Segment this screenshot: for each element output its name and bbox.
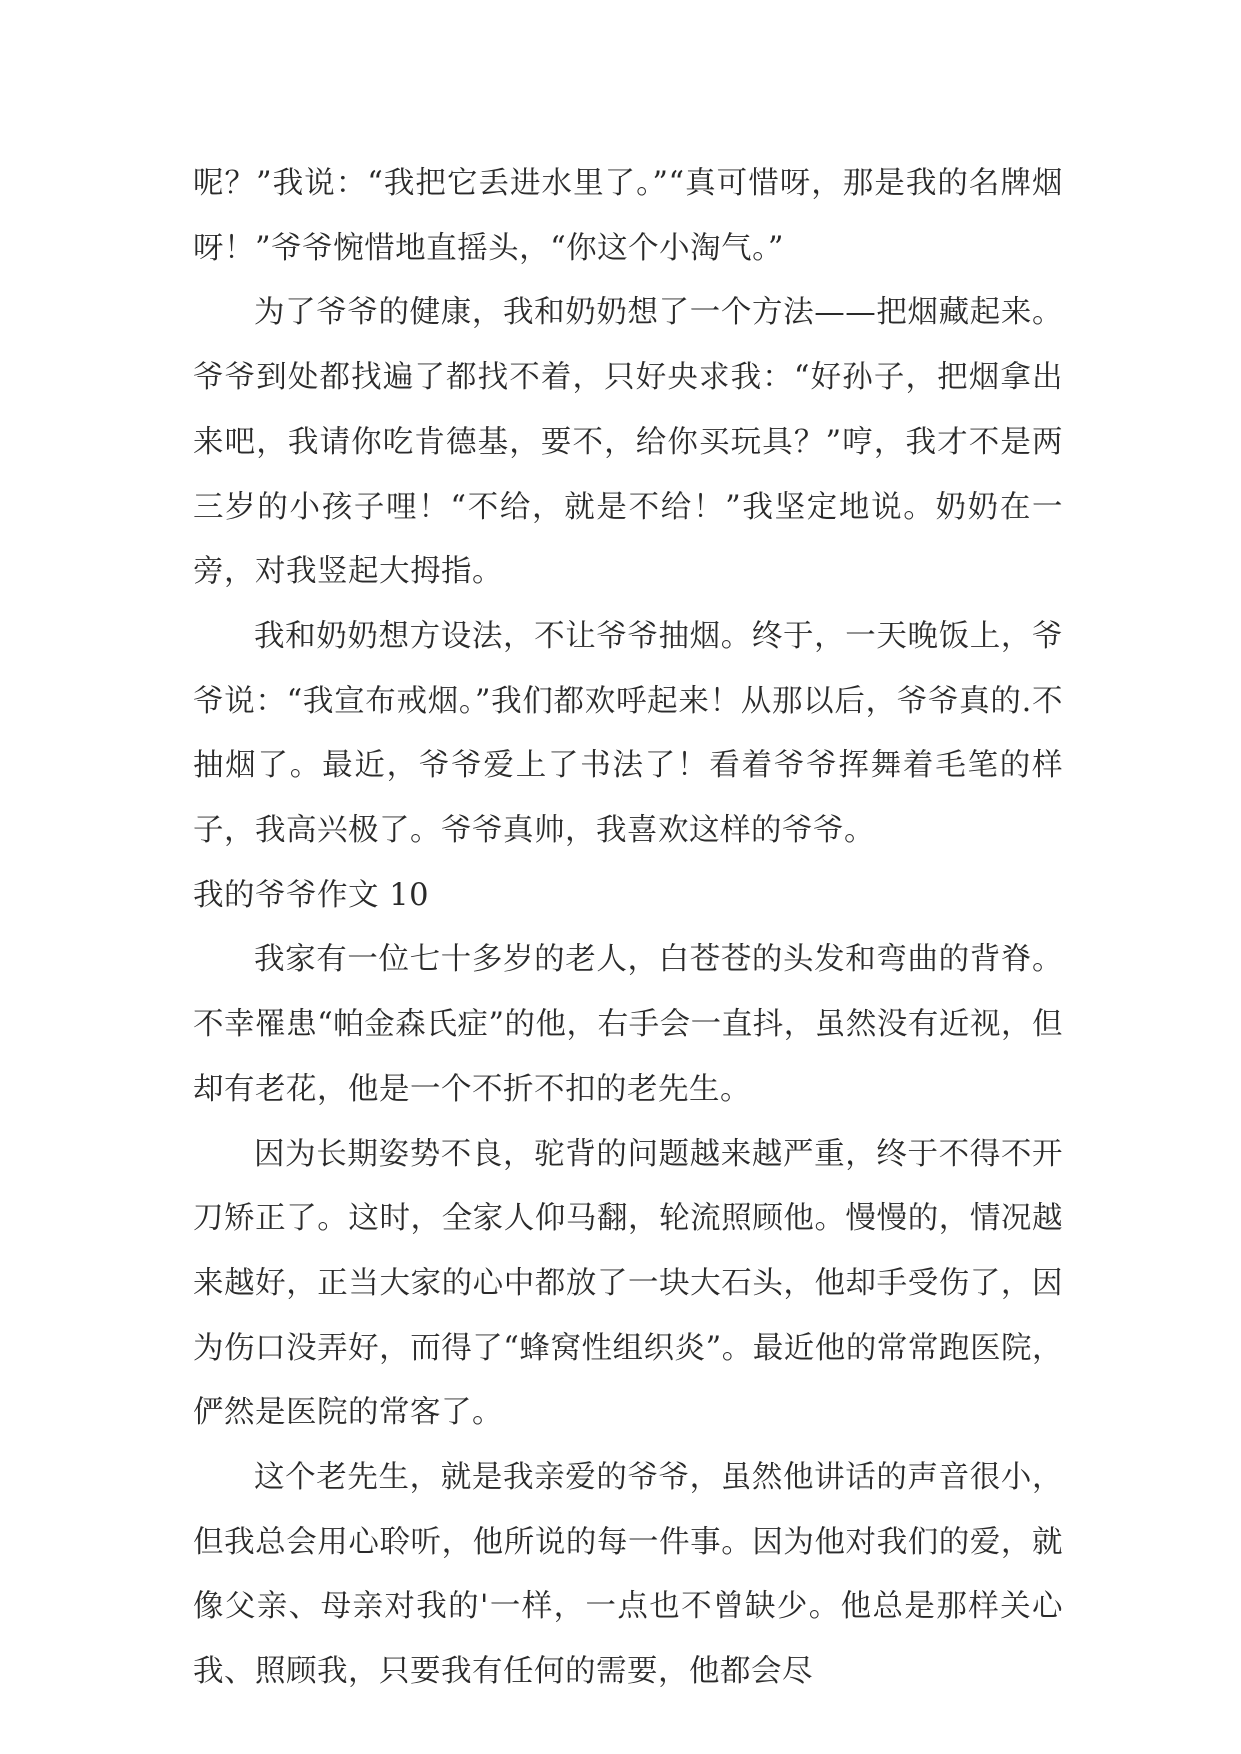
paragraph: 因为长期姿势不良，驼背的问题越来越严重，终于不得不开刀矫正了。这时，全家人仰马翻，轮流照顾他。慢慢的，情况越来越好，正当大家的心中都放了一块大石头，他却手受伤了，因为伤口没弄好，而得了“蜂窝性组织炎”。最近他的常常跑医院，俨然是医院的常客了。 <box>193 1136 1063 1431</box>
article-body <box>193 152 1063 1705</box>
paragraph: 我家有一位七十多岁的老人，白苍苍的头发和弯曲的背脊。不幸罹患“帕金森氏症”的他，右手会一直抖，虽然没有近视，但却有老花，他是一个不折不扣的老先生。 <box>193 942 1063 1107</box>
section-heading: 我的爷爷作文 10 <box>193 877 430 913</box>
paragraph: 为了爷爷的健康，我和奶奶想了一个方法——把烟藏起来。爷爷到处都找遍了都找不着，只好央求我：“好孙子，把烟拿出来吧，我请你吃肯德基，要不，给你买玩具？”哼，我才不是两三岁的小孩子哩！“不给，就是不给！”我坚定地说。奶奶在一旁，对我竖起大拇指。 <box>193 295 1063 590</box>
paragraph: 呢？”我说：“我把它丢进水里了。”“真可惜呀，那是我的名牌烟呀！”爷爷惋惜地直摇头，“你这个小淘气。” <box>193 166 1063 266</box>
paragraph: 这个老先生，就是我亲爱的爷爷，虽然他讲话的声音很小，但我总会用心聆听，他所说的每一件事。因为他对我们的爱，就像父亲、母亲对我的'一样，一点也不曾缺少。他总是那样关心我、照顾我，只要我有任何的需要，他都会尽 <box>193 1460 1063 1690</box>
paragraph: 我和奶奶想方设法，不让爷爷抽烟。终于，一天晚饭上，爷爷说：“我宣布戒烟。”我们都欢呼起来！从那以后，爷爷真的.不抽烟了。最近，爷爷爱上了书法了！看着爷爷挥舞着毛笔的样子，我高兴极了。爷爷真帅，我喜欢这样的爷爷。 <box>193 618 1063 849</box>
